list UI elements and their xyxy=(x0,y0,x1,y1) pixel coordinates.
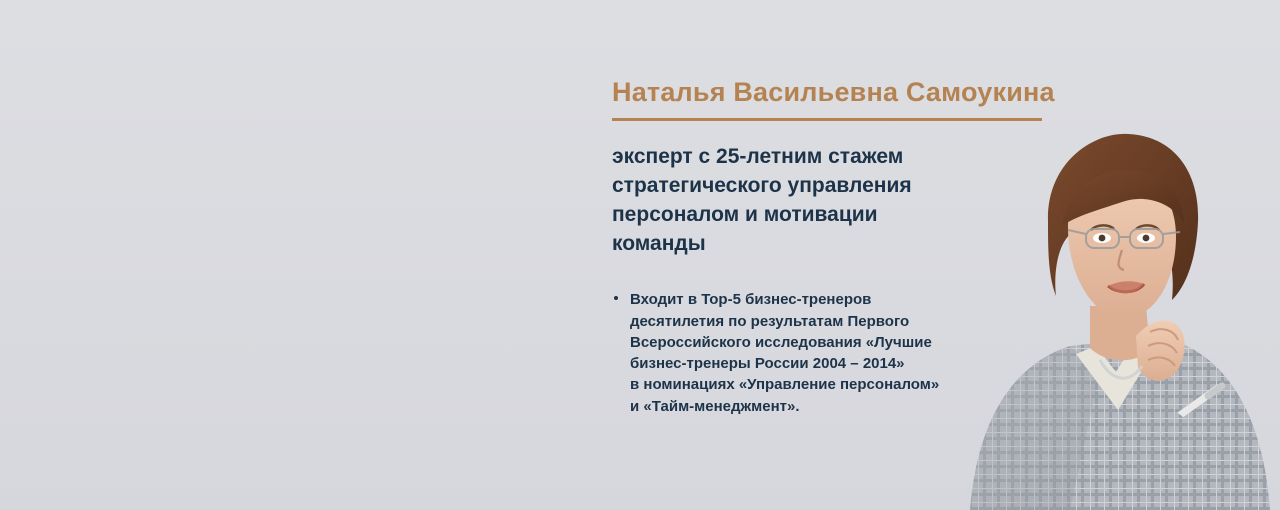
bullet-dot-icon xyxy=(614,296,618,300)
bullet-line: Входит в Top-5 бизнес-тренеров xyxy=(630,291,872,309)
subtitle-line: персоналом и мотивации xyxy=(612,203,878,227)
subtitle-line: стратегического управления xyxy=(612,174,912,198)
page-title: Наталья Васильевна Самоукина xyxy=(612,77,1055,107)
portrait-photo xyxy=(950,110,1280,510)
bullet-line: десятилетия по результатам Первого xyxy=(630,312,910,330)
bullet-line: и «Тайм-менеджмент». xyxy=(630,397,800,415)
bullet-line: Всероссийского исследования «Лучшие xyxy=(630,333,932,351)
subtitle-line: эксперт с 25-летним стажем xyxy=(612,145,904,169)
subtitle-block xyxy=(612,143,942,259)
bullet-line: в номинациях «Управление персоналом» xyxy=(630,376,940,394)
bullet-line: бизнес-тренеры России 2004 – 2014» xyxy=(630,355,905,373)
subtitle-line: команды xyxy=(612,232,706,256)
